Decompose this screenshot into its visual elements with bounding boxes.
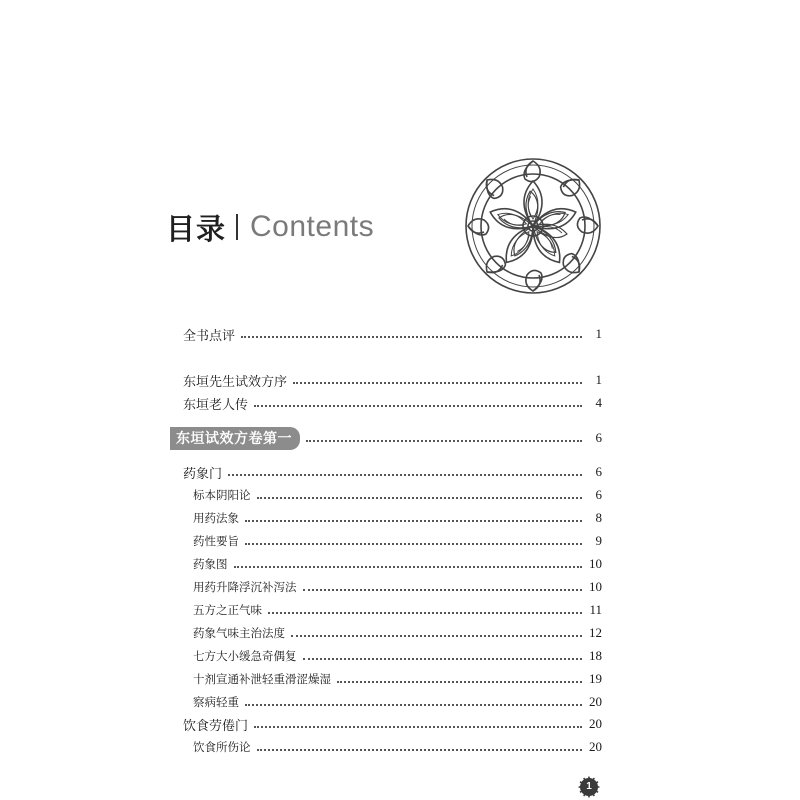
toc-entry-page: 18 (589, 648, 602, 663)
toc-entry-label: 饮食所伤论 (193, 740, 251, 754)
toc-entry[interactable] (183, 462, 602, 482)
toc-entry-label: 饮食劳倦门 (183, 718, 249, 734)
toc-entry-label: 察病轻重 (193, 695, 239, 709)
toc-entry-page: 20 (589, 694, 602, 709)
title-divider (236, 214, 238, 240)
toc-entry-page: 20 (589, 716, 602, 731)
toc-entry-page: 6 (595, 464, 602, 479)
toc-entry[interactable] (183, 324, 602, 344)
toc-entry-label: 标本阴阳论 (193, 488, 251, 502)
toc-entry-label: 药性要旨 (193, 534, 239, 548)
toc-entry[interactable] (193, 600, 602, 620)
toc-entry[interactable] (193, 485, 602, 505)
toc-leader-dots (291, 634, 582, 637)
toc-entry-page: 1 (595, 326, 602, 341)
toc-entry-label: 东垣老人传 (183, 397, 249, 413)
toc-entry[interactable] (193, 508, 602, 528)
toc-entry-label: 东垣先生试效方序 (183, 374, 288, 390)
toc-leader-dots (257, 496, 583, 499)
toc-entry-page: 4 (595, 395, 602, 410)
toc-entry[interactable] (183, 714, 602, 734)
toc-entry-label: 药象门 (183, 466, 223, 482)
toc-entry-label: 七方大小缓急奇偶复 (193, 649, 297, 663)
toc-entry-label: 用药升降浮沉补泻法 (193, 580, 297, 594)
toc-entry-page: 1 (595, 372, 602, 387)
toc-leader-dots (245, 703, 582, 706)
page-title (166, 205, 374, 249)
toc-leader-dots (241, 335, 582, 338)
toc-entry-page: 20 (589, 739, 602, 754)
toc-leader-dots (254, 725, 582, 728)
title-english: Contents (250, 210, 375, 243)
toc-entry[interactable] (183, 393, 602, 413)
toc-entry[interactable] (193, 577, 602, 597)
toc-entry[interactable] (193, 646, 602, 666)
toc-entry-label: 药象图 (193, 557, 228, 571)
page-number (578, 776, 600, 798)
toc-entry[interactable] (193, 554, 602, 574)
toc-leader-dots (306, 439, 582, 442)
toc-leader-dots (254, 404, 582, 407)
toc-leader-dots (245, 542, 582, 545)
toc-leader-dots (293, 381, 582, 384)
toc-entry-page: 6 (595, 430, 602, 445)
toc-entry-label: 药象气味主治法度 (193, 626, 285, 640)
toc-entry-page: 10 (589, 556, 602, 571)
toc-leader-dots (228, 473, 582, 476)
toc-entry-page: 9 (595, 533, 602, 548)
title-chinese: 目录 (166, 211, 227, 246)
toc-entry-label: 十剂宣通补泄轻重滑涩燥湿 (193, 672, 331, 686)
toc-entry-page: 19 (589, 671, 602, 686)
toc-entry[interactable] (193, 531, 602, 551)
toc-entry-label: 东垣试效方卷第一 (170, 427, 300, 450)
toc-leader-dots (234, 565, 583, 568)
page-number-text: 1 (586, 781, 592, 792)
toc-leader-dots (268, 611, 582, 614)
toc-entry[interactable] (183, 370, 602, 390)
toc-entry[interactable] (193, 669, 602, 689)
toc-entry-label: 用药法象 (193, 511, 239, 525)
toc-entry[interactable] (193, 737, 602, 757)
toc-entry-page: 12 (589, 625, 602, 640)
toc-entry-label: 全书点评 (183, 328, 236, 344)
toc-leader-dots (257, 748, 583, 751)
toc-entry-label: 五方之正气味 (193, 603, 262, 617)
toc-leader-dots (303, 588, 583, 591)
toc-entry-page: 6 (595, 487, 602, 502)
toc-entry[interactable] (193, 623, 602, 643)
toc-entry-page: 8 (595, 510, 602, 525)
toc-chapter-heading[interactable] (170, 428, 602, 448)
toc-entry[interactable] (193, 692, 602, 712)
floral-medallion-icon (462, 155, 604, 297)
toc-entry-page: 10 (589, 579, 602, 594)
toc-leader-dots (245, 519, 582, 522)
toc-leader-dots (303, 657, 583, 660)
toc-leader-dots (337, 680, 582, 683)
toc-entry-page: 11 (589, 602, 602, 617)
